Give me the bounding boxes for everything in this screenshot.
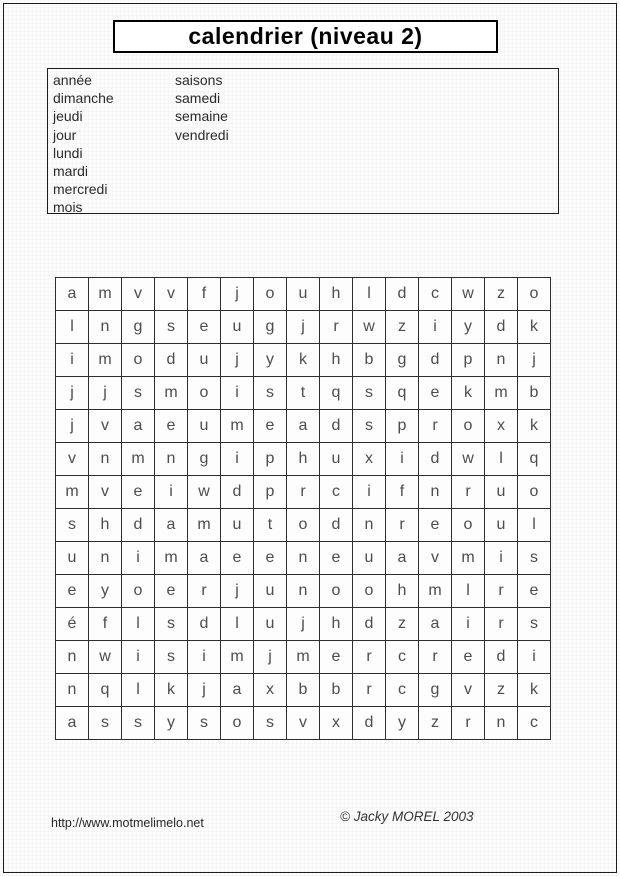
grid-cell: r	[485, 608, 518, 641]
grid-cell: c	[419, 278, 452, 311]
grid-row	[56, 476, 551, 509]
grid-cell: a	[386, 542, 419, 575]
grid-cell: r	[353, 674, 386, 707]
grid-cell: m	[89, 344, 122, 377]
grid-cell: a	[419, 608, 452, 641]
word-list-box	[47, 68, 559, 214]
word-item: saisons	[175, 72, 223, 88]
grid-cell: f	[188, 278, 221, 311]
grid-cell: x	[320, 707, 353, 740]
grid-cell: u	[254, 608, 287, 641]
grid-cell: a	[287, 410, 320, 443]
grid-cell: o	[122, 344, 155, 377]
grid-cell: l	[221, 608, 254, 641]
grid-cell: v	[287, 707, 320, 740]
grid-cell: k	[518, 311, 551, 344]
grid-cell: m	[89, 278, 122, 311]
grid-cell: v	[56, 443, 89, 476]
grid-cell: s	[122, 377, 155, 410]
grid-cell: m	[452, 542, 485, 575]
grid-cell: r	[485, 575, 518, 608]
grid-cell: n	[89, 443, 122, 476]
grid-cell: e	[320, 542, 353, 575]
grid-cell: m	[287, 641, 320, 674]
grid-cell: l	[353, 278, 386, 311]
word-item: mois	[53, 199, 83, 216]
grid-cell: w	[188, 476, 221, 509]
grid-cell: k	[287, 344, 320, 377]
grid-cell: n	[419, 476, 452, 509]
grid-cell: g	[419, 674, 452, 707]
grid-cell: n	[287, 575, 320, 608]
grid-cell: o	[287, 509, 320, 542]
grid-cell: s	[155, 608, 188, 641]
grid-row	[56, 674, 551, 707]
grid-cell: g	[188, 443, 221, 476]
word-item: lundi	[53, 144, 83, 161]
grid-cell: u	[485, 509, 518, 542]
grid-cell: i	[188, 641, 221, 674]
grid-cell: m	[221, 641, 254, 674]
grid-cell: r	[386, 509, 419, 542]
grid-cell: x	[254, 674, 287, 707]
grid-cell: l	[452, 575, 485, 608]
grid-cell: e	[419, 377, 452, 410]
grid-cell: r	[353, 641, 386, 674]
grid-cell: i	[452, 608, 485, 641]
grid-cell: w	[452, 278, 485, 311]
grid-cell: e	[155, 575, 188, 608]
grid-cell: i	[419, 311, 452, 344]
grid-cell: d	[221, 476, 254, 509]
grid-cell: m	[122, 443, 155, 476]
grid-cell: r	[287, 476, 320, 509]
grid-cell: t	[254, 509, 287, 542]
grid-cell: c	[320, 476, 353, 509]
grid-cell: s	[122, 707, 155, 740]
grid-cell: s	[353, 377, 386, 410]
grid-cell: z	[485, 674, 518, 707]
grid-cell: o	[254, 278, 287, 311]
grid-cell: k	[518, 410, 551, 443]
grid-row	[56, 509, 551, 542]
grid-cell: n	[89, 311, 122, 344]
grid-cell: e	[188, 311, 221, 344]
grid-cell: j	[188, 674, 221, 707]
grid-cell: e	[122, 476, 155, 509]
grid-cell: s	[89, 707, 122, 740]
grid-cell: o	[221, 707, 254, 740]
grid-cell: y	[155, 707, 188, 740]
grid-cell: h	[320, 608, 353, 641]
grid-cell: u	[56, 542, 89, 575]
grid-cell: x	[485, 410, 518, 443]
grid-cell: c	[518, 707, 551, 740]
grid-cell: j	[56, 410, 89, 443]
grid-cell: r	[452, 707, 485, 740]
grid-cell: s	[155, 311, 188, 344]
grid-cell: h	[320, 344, 353, 377]
grid-cell: i	[386, 443, 419, 476]
grid-cell: b	[518, 377, 551, 410]
grid-cell: e	[320, 641, 353, 674]
grid-row	[56, 575, 551, 608]
grid-cell: w	[353, 311, 386, 344]
grid-cell: e	[518, 575, 551, 608]
grid-cell: f	[386, 476, 419, 509]
grid-cell: n	[56, 641, 89, 674]
grid-cell: q	[320, 377, 353, 410]
grid-cell: i	[122, 542, 155, 575]
grid-cell: z	[386, 311, 419, 344]
grid-cell: n	[89, 542, 122, 575]
grid-cell: o	[353, 575, 386, 608]
grid-cell: h	[287, 443, 320, 476]
grid-cell: w	[89, 641, 122, 674]
grid-cell: m	[155, 542, 188, 575]
grid-cell: g	[386, 344, 419, 377]
grid-cell: i	[485, 542, 518, 575]
grid-cell: r	[452, 476, 485, 509]
word-item: vendredi	[175, 126, 229, 143]
grid-cell: n	[353, 509, 386, 542]
grid-cell: u	[485, 476, 518, 509]
grid-cell: n	[485, 344, 518, 377]
grid-cell: d	[353, 608, 386, 641]
word-list-column-2	[175, 71, 229, 144]
grid-cell: r	[188, 575, 221, 608]
grid-cell: m	[419, 575, 452, 608]
grid-cell: o	[518, 476, 551, 509]
grid-cell: r	[419, 641, 452, 674]
grid-cell: d	[353, 707, 386, 740]
grid-cell: s	[518, 542, 551, 575]
word-item: jeudi	[53, 108, 83, 125]
grid-cell: e	[254, 410, 287, 443]
grid-cell: b	[287, 674, 320, 707]
grid-row	[56, 542, 551, 575]
grid-cell: v	[452, 674, 485, 707]
grid-row	[56, 311, 551, 344]
grid-cell: u	[221, 509, 254, 542]
grid-cell: a	[56, 278, 89, 311]
grid-cell: s	[56, 509, 89, 542]
grid-cell: p	[386, 410, 419, 443]
grid-cell: y	[386, 707, 419, 740]
grid-cell: a	[56, 707, 89, 740]
grid-cell: c	[386, 674, 419, 707]
grid-cell: w	[452, 443, 485, 476]
grid-cell: e	[56, 575, 89, 608]
word-item: semaine	[175, 108, 228, 125]
grid-cell: d	[320, 509, 353, 542]
grid-cell: o	[518, 278, 551, 311]
grid-cell: m	[485, 377, 518, 410]
grid-cell: o	[320, 575, 353, 608]
grid-cell: k	[518, 674, 551, 707]
grid-cell: k	[155, 674, 188, 707]
grid-cell: h	[386, 575, 419, 608]
grid-cell: d	[485, 311, 518, 344]
grid-row	[56, 377, 551, 410]
grid-cell: g	[254, 311, 287, 344]
grid-cell: e	[155, 410, 188, 443]
grid-row	[56, 707, 551, 740]
grid-cell: u	[287, 278, 320, 311]
grid-cell: m	[221, 410, 254, 443]
grid-cell: n	[485, 707, 518, 740]
grid-cell: o	[122, 575, 155, 608]
word-item: mardi	[53, 163, 89, 180]
grid-cell: a	[221, 674, 254, 707]
word-item: mercredi	[53, 181, 108, 198]
grid-cell: s	[254, 377, 287, 410]
grid-cell: d	[155, 344, 188, 377]
grid-cell: e	[419, 509, 452, 542]
grid-cell: i	[56, 344, 89, 377]
word-item: dimanche	[53, 90, 114, 107]
grid-cell: u	[353, 542, 386, 575]
grid-cell: j	[221, 575, 254, 608]
grid-cell: l	[122, 608, 155, 641]
footer-copyright: © Jacky MOREL 2003	[340, 809, 474, 824]
page-title: calendrier (niveau 2)	[188, 23, 423, 49]
grid-cell: q	[518, 443, 551, 476]
grid-row	[56, 608, 551, 641]
grid-cell: p	[254, 476, 287, 509]
grid-cell: o	[452, 410, 485, 443]
grid-cell: u	[254, 575, 287, 608]
grid-cell: j	[89, 377, 122, 410]
grid-cell: s	[155, 641, 188, 674]
grid-cell: d	[386, 278, 419, 311]
grid-row	[56, 641, 551, 674]
grid-cell: l	[56, 311, 89, 344]
letter-grid	[55, 277, 551, 740]
grid-cell: g	[122, 311, 155, 344]
grid-cell: é	[56, 608, 89, 641]
grid-cell: v	[89, 410, 122, 443]
grid-cell: s	[254, 707, 287, 740]
grid-cell: l	[518, 509, 551, 542]
grid-cell: s	[188, 707, 221, 740]
grid-row	[56, 344, 551, 377]
grid-cell: h	[89, 509, 122, 542]
grid-cell: j	[221, 344, 254, 377]
grid-cell: v	[419, 542, 452, 575]
grid-cell: r	[419, 410, 452, 443]
grid-cell: d	[419, 443, 452, 476]
grid-cell: u	[320, 443, 353, 476]
grid-cell: i	[122, 641, 155, 674]
word-item: jour	[53, 126, 77, 143]
grid-cell: e	[452, 641, 485, 674]
grid-cell: n	[155, 443, 188, 476]
grid-cell: j	[287, 311, 320, 344]
grid-cell: c	[386, 641, 419, 674]
grid-cell: s	[353, 410, 386, 443]
grid-cell: z	[485, 278, 518, 311]
grid-cell: q	[89, 674, 122, 707]
grid-cell: l	[485, 443, 518, 476]
grid-cell: i	[221, 443, 254, 476]
grid-cell: u	[188, 344, 221, 377]
grid-cell: j	[56, 377, 89, 410]
grid-cell: o	[188, 377, 221, 410]
grid-cell: y	[452, 311, 485, 344]
grid-cell: i	[221, 377, 254, 410]
grid-cell: i	[155, 476, 188, 509]
grid-cell: v	[155, 278, 188, 311]
grid-cell: a	[155, 509, 188, 542]
grid-cell: v	[89, 476, 122, 509]
grid-cell: a	[188, 542, 221, 575]
grid-cell: e	[221, 542, 254, 575]
grid-cell: j	[518, 344, 551, 377]
grid-cell: t	[287, 377, 320, 410]
grid-cell: m	[155, 377, 188, 410]
grid-cell: i	[518, 641, 551, 674]
grid-cell: p	[452, 344, 485, 377]
grid-cell: v	[122, 278, 155, 311]
grid-cell: r	[320, 311, 353, 344]
grid-cell: d	[485, 641, 518, 674]
grid-cell: m	[188, 509, 221, 542]
grid-cell: x	[353, 443, 386, 476]
grid-cell: b	[320, 674, 353, 707]
grid-cell: n	[56, 674, 89, 707]
grid-cell: y	[254, 344, 287, 377]
grid-row	[56, 278, 551, 311]
grid-cell: k	[452, 377, 485, 410]
word-list-column-1	[53, 71, 114, 217]
grid-cell: h	[320, 278, 353, 311]
grid-cell: u	[221, 311, 254, 344]
word-item: samedi	[175, 90, 221, 107]
grid-row	[56, 443, 551, 476]
grid-row	[56, 410, 551, 443]
grid-cell: b	[353, 344, 386, 377]
grid-cell: d	[320, 410, 353, 443]
grid-cell: f	[89, 608, 122, 641]
grid-cell: l	[122, 674, 155, 707]
grid-cell: j	[221, 278, 254, 311]
grid-cell: m	[56, 476, 89, 509]
grid-cell: d	[122, 509, 155, 542]
grid-cell: s	[518, 608, 551, 641]
grid-cell: e	[254, 542, 287, 575]
grid-cell: z	[386, 608, 419, 641]
grid-cell: a	[122, 410, 155, 443]
footer-url: http://www.motmelimelo.net	[51, 816, 204, 830]
grid-cell: d	[188, 608, 221, 641]
grid-cell: n	[287, 542, 320, 575]
grid-cell: d	[419, 344, 452, 377]
grid-cell: y	[89, 575, 122, 608]
grid-cell: q	[386, 377, 419, 410]
grid-cell: j	[287, 608, 320, 641]
grid-cell: z	[419, 707, 452, 740]
title-box	[113, 20, 498, 53]
grid-cell: j	[254, 641, 287, 674]
grid-cell: i	[353, 476, 386, 509]
grid-cell: o	[452, 509, 485, 542]
word-item: année	[53, 72, 92, 88]
grid-cell: u	[188, 410, 221, 443]
grid-cell: p	[254, 443, 287, 476]
